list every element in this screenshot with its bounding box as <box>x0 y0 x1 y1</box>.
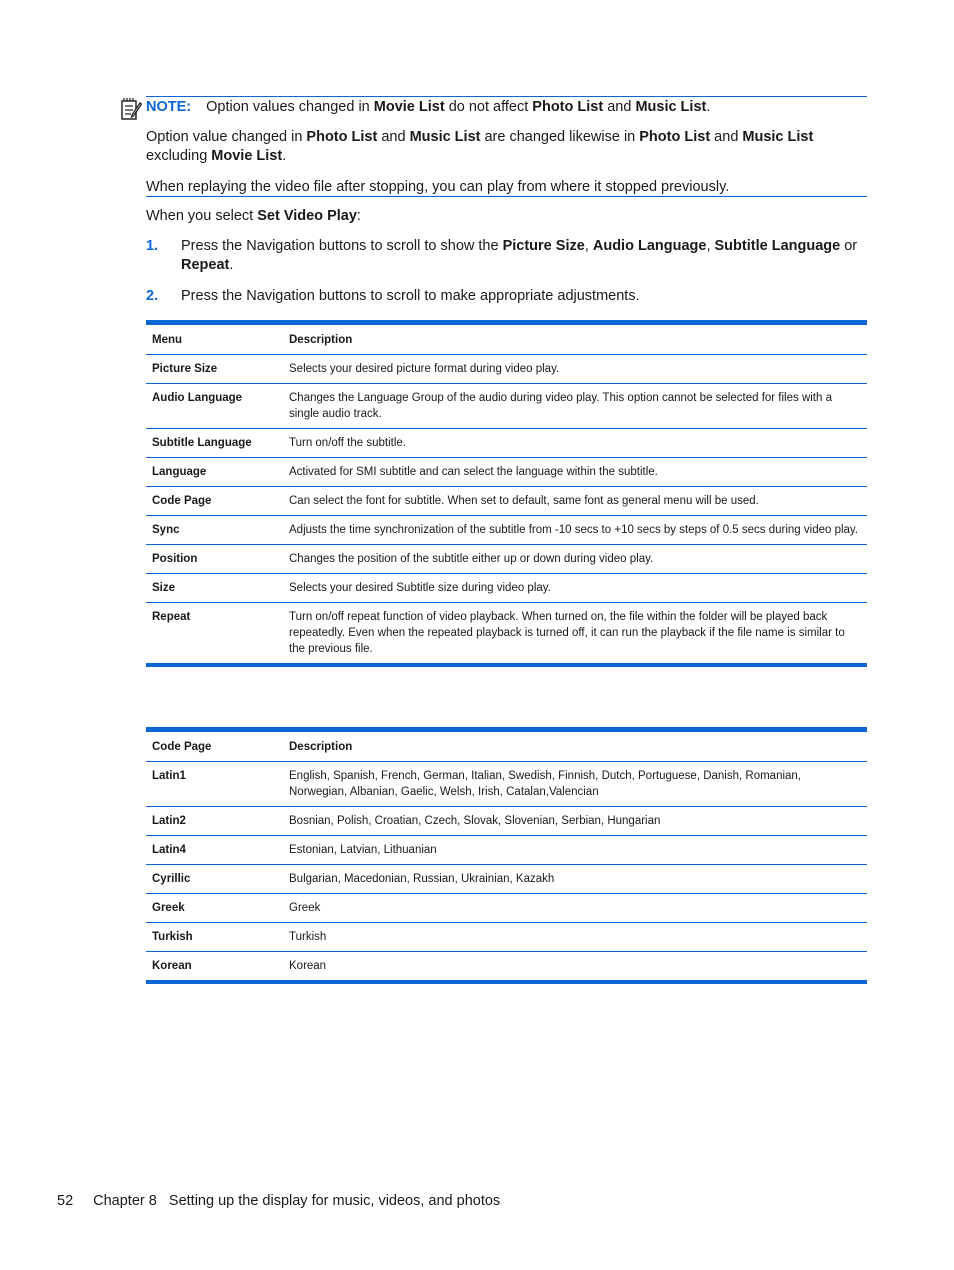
row-description: Turkish <box>283 923 867 952</box>
row-key: Size <box>146 574 283 603</box>
row-key: Cyrillic <box>146 865 283 894</box>
text-run: Press the Navigation buttons to scroll to show the <box>181 238 503 254</box>
row-key: Greek <box>146 894 283 923</box>
row-description: Greek <box>283 894 867 923</box>
table-row <box>146 952 867 983</box>
bold-term: Photo List <box>306 129 378 145</box>
step-number: 2. <box>146 288 159 304</box>
row-key: Turkish <box>146 923 283 952</box>
text-run: . <box>229 257 234 273</box>
table-row <box>146 603 867 666</box>
text-run: . <box>282 148 287 164</box>
row-description: Estonian, Latvian, Lithuanian <box>283 836 867 865</box>
table-row <box>146 429 867 458</box>
table-row <box>146 458 867 487</box>
row-key: Code Page <box>146 487 283 516</box>
step-2 <box>146 287 867 306</box>
text-run: , <box>706 238 715 254</box>
bold-term: Audio Language <box>592 238 707 254</box>
row-description: Selects your desired picture format during video play. <box>283 355 867 384</box>
column-header: Code Page <box>146 730 283 762</box>
text-run: or <box>840 238 858 254</box>
note-paragraph-2 <box>146 128 846 166</box>
column-header: Menu <box>146 323 283 355</box>
table-header-row <box>146 730 867 762</box>
bold-term: Movie List <box>373 99 445 115</box>
row-description: Bosnian, Polish, Croatian, Czech, Slovak, Slovenian, Serbian, Hungarian <box>283 807 867 836</box>
row-description: Changes the Language Group of the audio during video play. This option cannot be selected for files with a single audio track. <box>283 384 867 429</box>
table-row <box>146 894 867 923</box>
row-description: Korean <box>289 960 327 972</box>
menu-table <box>146 320 867 667</box>
note-label: NOTE: <box>146 99 192 115</box>
note-block <box>146 96 867 195</box>
table-row <box>146 355 867 384</box>
code-page-table <box>146 727 867 984</box>
row-description: Adjusts the time synchronization of the subtitle from -10 secs to +10 secs by steps of 0.5 secs during video play. <box>283 516 867 545</box>
step-text <box>181 237 867 275</box>
table-row <box>146 836 867 865</box>
column-header: Description <box>283 323 867 355</box>
row-key: Sync <box>146 516 283 545</box>
row-key: Latin1 <box>146 762 283 807</box>
bold-term: Music List <box>409 129 481 145</box>
table-row <box>146 545 867 574</box>
row-key: Language <box>146 458 283 487</box>
table-header-row <box>146 323 867 355</box>
chapter-title: Chapter 8 Setting up the display for music, videos, and photos <box>93 1193 501 1209</box>
row-description: Changes the position of the subtitle either up or down during video play. <box>283 545 867 574</box>
note-bottom-rule <box>146 196 867 197</box>
text-run: : <box>356 208 361 224</box>
column-header: Description <box>283 730 867 762</box>
bold-term: Music List <box>635 99 707 115</box>
step-1 <box>146 237 867 275</box>
table-row <box>146 865 867 894</box>
table-row <box>146 923 867 952</box>
text-run: Option value changed in <box>146 129 307 145</box>
text-run: do not affect <box>444 99 533 115</box>
row-key: Latin4 <box>146 836 283 865</box>
text-run: and <box>710 129 743 145</box>
text-run: . <box>706 99 711 115</box>
row-description: English, Spanish, French, German, Italian, Swedish, Finnish, Dutch, Portuguese, Danish, Romanian, Norwegian, Albanian, Gaelic, Welsh, Irish, Catalan,Valencian <box>283 762 867 807</box>
row-key: Subtitle Language <box>146 429 283 458</box>
bold-term: Subtitle Language <box>714 238 841 254</box>
note-paragraph-3: When replaying the video file after stopping, you can play from where it stopped previously. <box>146 179 730 195</box>
row-description: Activated for SMI subtitle and can select the language within the subtitle. <box>283 458 867 487</box>
row-key: Latin2 <box>146 807 283 836</box>
text-run: Option values changed in <box>206 99 374 115</box>
text-run: and <box>603 99 636 115</box>
row-description: Turn on/off repeat function of video playback. When turned on, the file within the folder will be played back repeatedly. Even when the repeated playback is turned off, it can run the playback if the file name is similar to the previous file. <box>289 611 845 655</box>
note-line1 <box>146 98 710 116</box>
step-text <box>181 287 867 306</box>
page-footer <box>57 1192 500 1210</box>
note-line1-text <box>206 99 710 115</box>
bold-term: Picture Size <box>502 238 585 254</box>
text-run: are changed likewise in <box>480 129 640 145</box>
row-key: Position <box>146 545 283 574</box>
text-run: excluding <box>146 148 212 164</box>
bold-term: Photo List <box>532 99 604 115</box>
bold-term: Music List <box>742 129 814 145</box>
row-key: Audio Language <box>146 384 283 429</box>
step-number: 1. <box>146 238 159 254</box>
table-row <box>146 574 867 603</box>
text-run: , <box>584 238 593 254</box>
note-icon <box>120 97 142 121</box>
row-description: Selects your desired Subtitle size during video play. <box>283 574 867 603</box>
table-row <box>146 516 867 545</box>
table-row <box>146 487 867 516</box>
row-description: Bulgarian, Macedonian, Russian, Ukrainian, Kazakh <box>283 865 867 894</box>
bold-term: Movie List <box>211 148 283 164</box>
table-row <box>146 384 867 429</box>
text-run: Press the Navigation buttons to scroll to make appropriate adjustments. <box>181 288 640 304</box>
bold-term: Set Video Play <box>257 208 357 224</box>
row-description: Can select the font for subtitle. When set to default, same font as general menu will be used. <box>283 487 867 516</box>
table-row <box>146 762 867 807</box>
code-page-table-body <box>146 762 867 983</box>
row-key: Korean <box>152 960 192 972</box>
bold-term: Repeat <box>181 257 230 273</box>
table-row <box>146 807 867 836</box>
bold-term: Photo List <box>639 129 711 145</box>
row-description: Turn on/off the subtitle. <box>283 429 867 458</box>
text-run: and <box>377 129 410 145</box>
menu-table-body <box>146 355 867 666</box>
row-key: Picture Size <box>146 355 283 384</box>
lead-text <box>146 207 361 225</box>
row-key: Repeat <box>152 611 191 623</box>
text-run: When you select <box>146 208 258 224</box>
page-number: 52 <box>57 1193 74 1209</box>
